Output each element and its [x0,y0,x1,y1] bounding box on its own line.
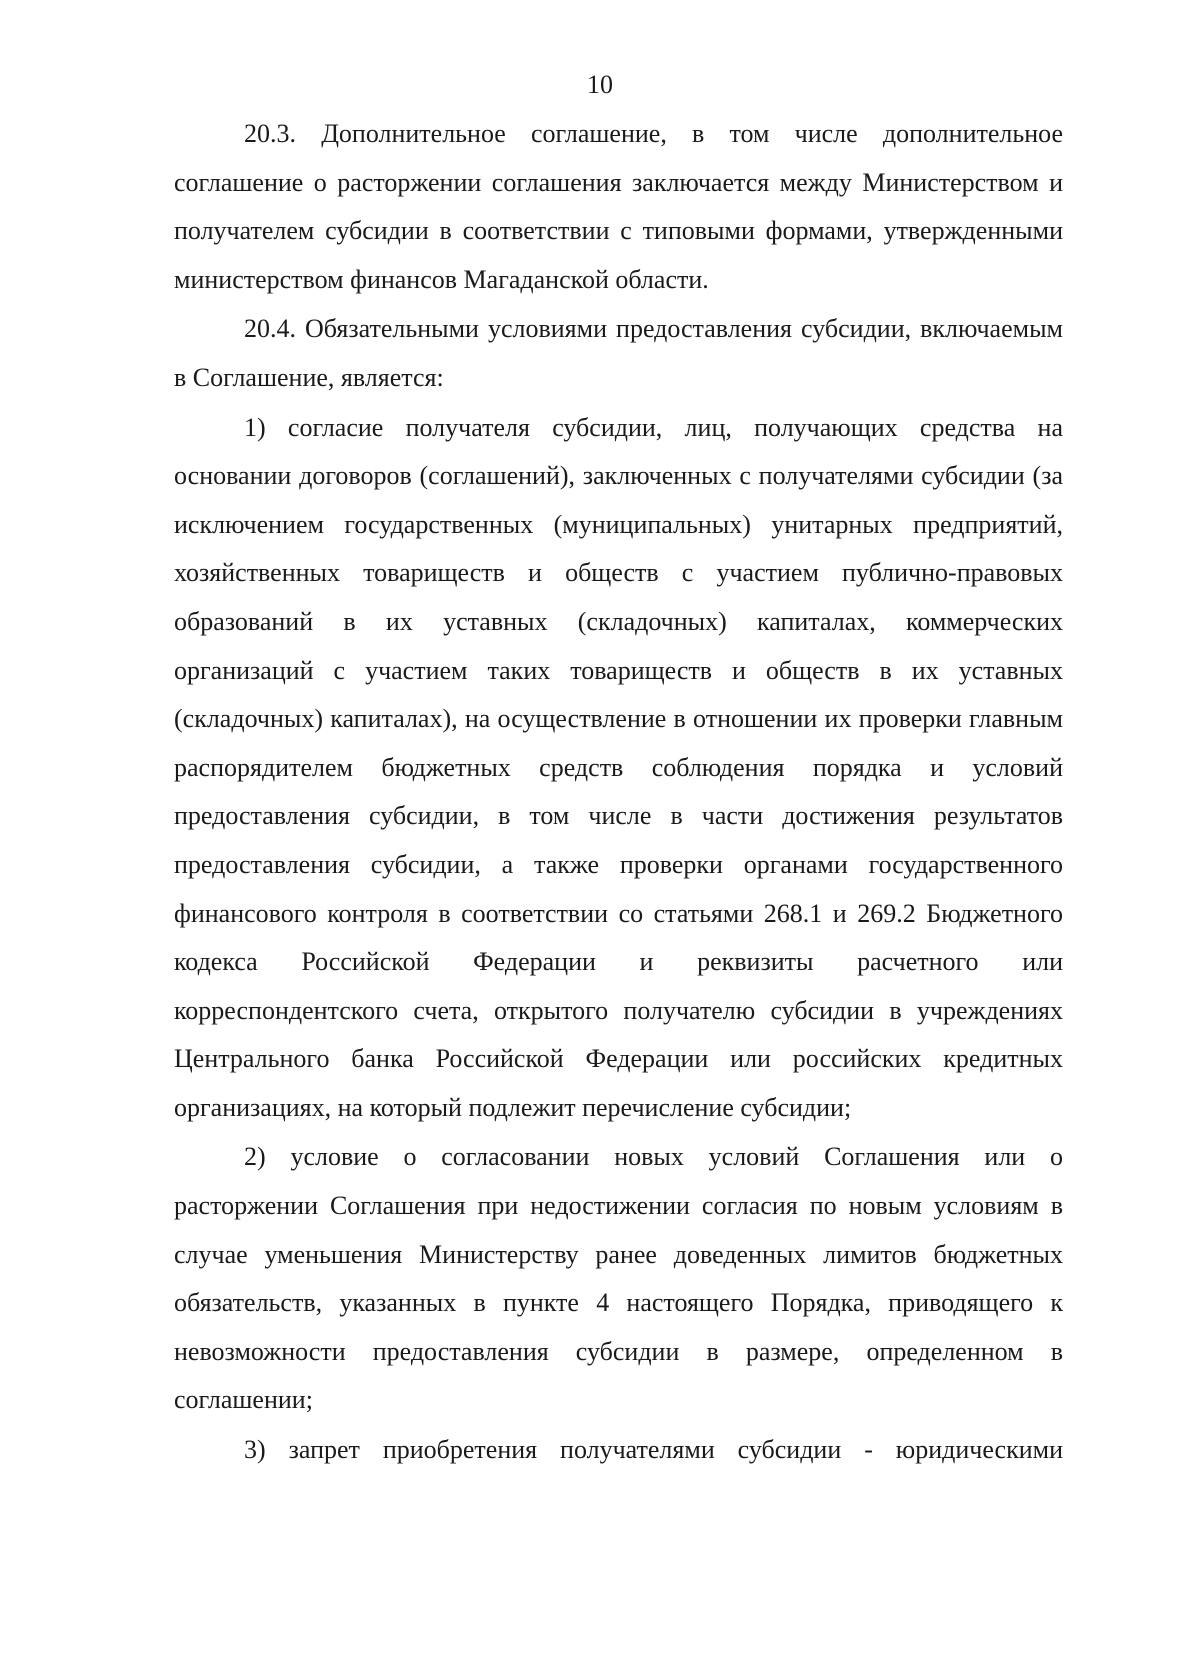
paragraph-20-4: 20.4. Обязательными условиями предоставления субсидии, включаемым в Соглашение, является: [174,314,1063,392]
document-body [174,110,1063,1476]
list-item-3: 3) запрет приобретения получателями субсидии - юридическими [244,1435,1063,1465]
list-item-1: 1) согласие получателя субсидии, лиц, получающих средства на основании договоров (соглашений), заключенных с получателями субсидии (за исключением государственных (муниципальных) унитарных предприятий, хозяйственных товариществ и обществ с участием публично-правовых образований в их уставных (складочных) капиталах, коммерческих организаций с участием таких товариществ и обществ в их уставных (складочных) капиталах), на осуществление в отношении их проверки главным распорядителем бюджетных средств соблюдения порядка и условий предоставления субсидии, в том числе в части достижения результатов предоставления субсидии, а также проверки органами государственного финансового контроля в соответствии со статьями 268.1 и 269.2 Бюджетного кодекса Российской Федерации и реквизиты расчетного или корреспондентского счета, открытого получателю субсидии в учреждениях Центрального банка Российской Федерации или российских кредитных организациях, на который подлежит перечисление субсидии; [174,412,1063,1122]
list-item-2: 2) условие о согласовании новых условий Соглашения или о расторжении Соглашения при недостижении согласия по новым условиям в случае уменьшения Министерству ранее доведенных лимитов бюджетных обязательств, указанных в пункте 4 настоящего Порядка, приводящего к невозможности предоставления субсидии в размере, определенном в соглашении; [174,1142,1063,1415]
paragraph-20-3: 20.3. Дополнительное соглашение, в том числе дополнительное соглашение о расторжении соглашения заключается между Министерством и получателем субсидии в соответствии с типовыми формами, утвержденными министерством финансов Магаданской области. [174,119,1063,294]
page-number: 10 [587,70,613,99]
